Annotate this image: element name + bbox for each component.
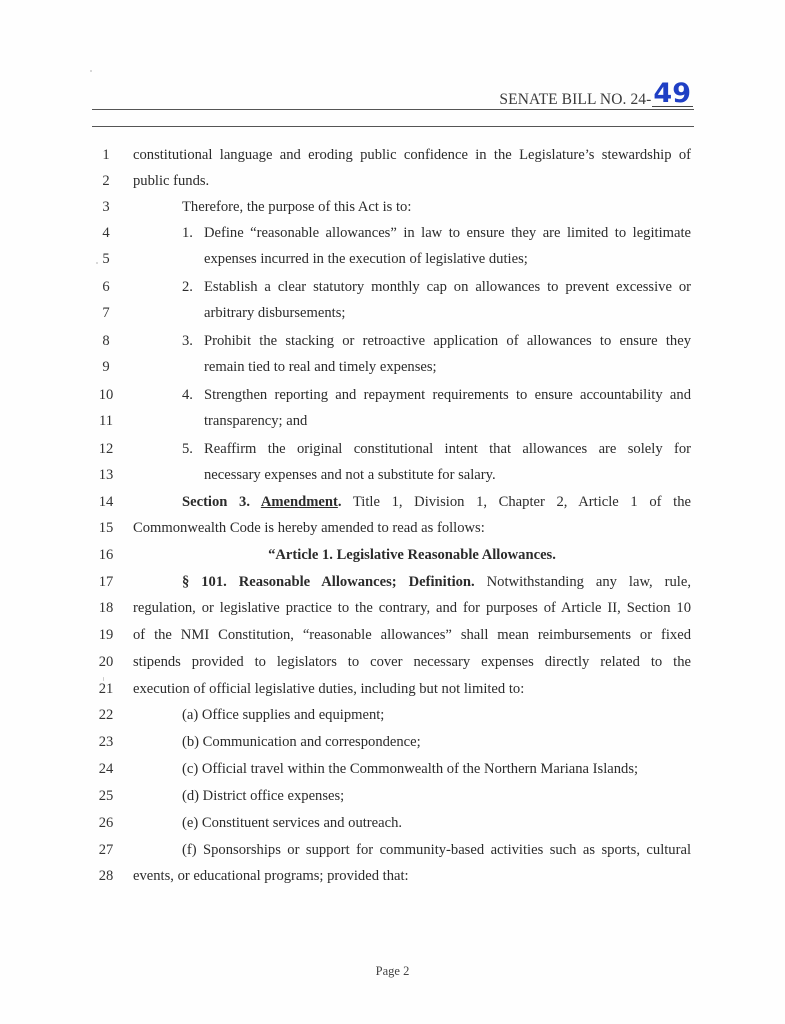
document-line [0, 220, 785, 246]
document-line [0, 142, 785, 168]
bill-label: SENATE BILL NO. 24- [499, 91, 652, 108]
line-number: 20 [98, 654, 114, 670]
document-line [0, 408, 785, 434]
line-text: (c) Official travel within the Commonwealth of the Northern Mariana Islands; [182, 761, 639, 777]
article-heading: “Article 1. Legislative Reasonable Allowances. [268, 547, 556, 563]
line-text: Establish a clear statutory monthly cap on allowances to prevent excessive or [204, 279, 691, 295]
document-line [0, 300, 785, 326]
document-line [0, 595, 785, 621]
handwritten-bill-number: 49 [653, 78, 691, 109]
section-heading: § 101. Reasonable Allowances; Definition. [182, 574, 475, 590]
document-line [0, 246, 785, 272]
line-text: remain tied to real and timely expenses; [204, 359, 437, 375]
document-line [0, 168, 785, 194]
line-number: 22 [98, 707, 114, 723]
document-line [0, 863, 785, 889]
line-text: of the NMI Constitution, “reasonable allowances” shall mean reimbursements or fixed [133, 627, 691, 643]
scan-artifact [103, 677, 104, 681]
line-text: stipends provided to legislators to cover necessary expenses directly related to the [133, 654, 691, 670]
document-line [0, 783, 785, 809]
line-number: 18 [98, 600, 114, 616]
header-rule-top [92, 109, 694, 110]
line-number: 16 [98, 547, 114, 563]
bill-header [499, 78, 693, 109]
line-text: Therefore, the purpose of this Act is to: [182, 199, 412, 215]
line-text: (d) District office expenses; [182, 788, 345, 804]
line-text: (b) Communication and correspondence; [182, 734, 421, 750]
scan-artifact [90, 70, 92, 72]
document-line [0, 756, 785, 782]
line-number: 6 [102, 279, 110, 295]
list-item-number: 1. [182, 225, 193, 241]
line-text: Title 1, Division 1, Chapter 2, Article 1 of the [341, 494, 691, 510]
line-text: arbitrary disbursements; [204, 305, 346, 321]
line-text: Commonwealth Code is hereby amended to read as follows: [133, 520, 485, 536]
line-number: 28 [98, 868, 114, 884]
section-101-line [182, 569, 691, 595]
line-number: 27 [98, 842, 114, 858]
line-number: 8 [102, 333, 110, 349]
list-item-number: 3. [182, 333, 193, 349]
document-line [0, 328, 785, 354]
document-line [0, 382, 785, 408]
line-text: expenses incurred in the execution of legislative duties; [204, 251, 528, 267]
line-number: 13 [98, 467, 114, 483]
scan-artifact [96, 262, 98, 264]
document-line [0, 515, 785, 541]
line-text: (a) Office supplies and equipment; [182, 707, 385, 723]
line-text: Notwithstanding any law, rule, [474, 574, 691, 590]
document-line [0, 274, 785, 300]
section-3-line [182, 489, 691, 515]
line-number: 26 [98, 815, 114, 831]
line-text: constitutional language and eroding public confidence in the Legislature’s stewardship of [133, 147, 691, 163]
document-line [0, 622, 785, 648]
line-number: 4 [102, 225, 110, 241]
document-line [0, 810, 785, 836]
document-line [0, 462, 785, 488]
line-text: execution of official legislative duties, including but not limited to: [133, 681, 525, 697]
line-number: 2 [102, 173, 110, 189]
document-line [0, 489, 785, 515]
line-text: (f) Sponsorships or support for community-based activities such as sports, cultural [182, 842, 691, 858]
line-text: Strengthen reporting and repayment requirements to ensure accountability and [204, 387, 691, 403]
line-number: 7 [102, 305, 110, 321]
line-number: 17 [98, 574, 114, 590]
line-text: public funds. [133, 173, 210, 189]
line-number: 9 [102, 359, 110, 375]
line-text: Define “reasonable allowances” in law to ensure they are limited to legitimate [204, 225, 691, 241]
line-number: 25 [98, 788, 114, 804]
document-line [0, 729, 785, 755]
line-number: 24 [98, 761, 114, 777]
document-line [0, 702, 785, 728]
section-heading: Section 3. [182, 494, 261, 510]
line-text: events, or educational programs; provided that: [133, 868, 409, 884]
line-text: Prohibit the stacking or retroactive application of allowances to ensure they [204, 333, 691, 349]
line-number: 19 [98, 627, 114, 643]
line-text: Reaffirm the original constitutional intent that allowances are solely for [204, 441, 691, 457]
line-text: necessary expenses and not a substitute for salary. [204, 467, 496, 483]
list-item-number: 5. [182, 441, 193, 457]
line-text: transparency; and [204, 413, 308, 429]
page-number: Page 2 [375, 964, 410, 978]
document-line [0, 676, 785, 702]
line-text: (e) Constituent services and outreach. [182, 815, 403, 831]
document-line [0, 837, 785, 863]
document-line [0, 542, 785, 568]
line-number: 3 [102, 199, 110, 215]
header-rule-bottom [92, 126, 694, 127]
line-number: 12 [98, 441, 114, 457]
document-line [0, 569, 785, 595]
line-number: 23 [98, 734, 114, 750]
line-number: 5 [102, 251, 110, 267]
section-title-period: . [337, 494, 342, 510]
line-number: 11 [98, 413, 114, 429]
line-text: regulation, or legislative practice to the contrary, and for purposes of Article II, Section 10 [133, 600, 691, 616]
document-line [0, 436, 785, 462]
section-title-underlined: Amendment [260, 494, 338, 510]
list-item-number: 4. [182, 387, 193, 403]
document-line [0, 649, 785, 675]
line-number: 21 [98, 681, 114, 697]
line-number: 14 [98, 494, 114, 510]
document-line [0, 194, 785, 220]
list-item-number: 2. [182, 279, 193, 295]
line-number: 1 [102, 147, 110, 163]
line-number: 10 [98, 387, 114, 403]
line-number: 15 [98, 520, 114, 536]
document-line [0, 354, 785, 380]
